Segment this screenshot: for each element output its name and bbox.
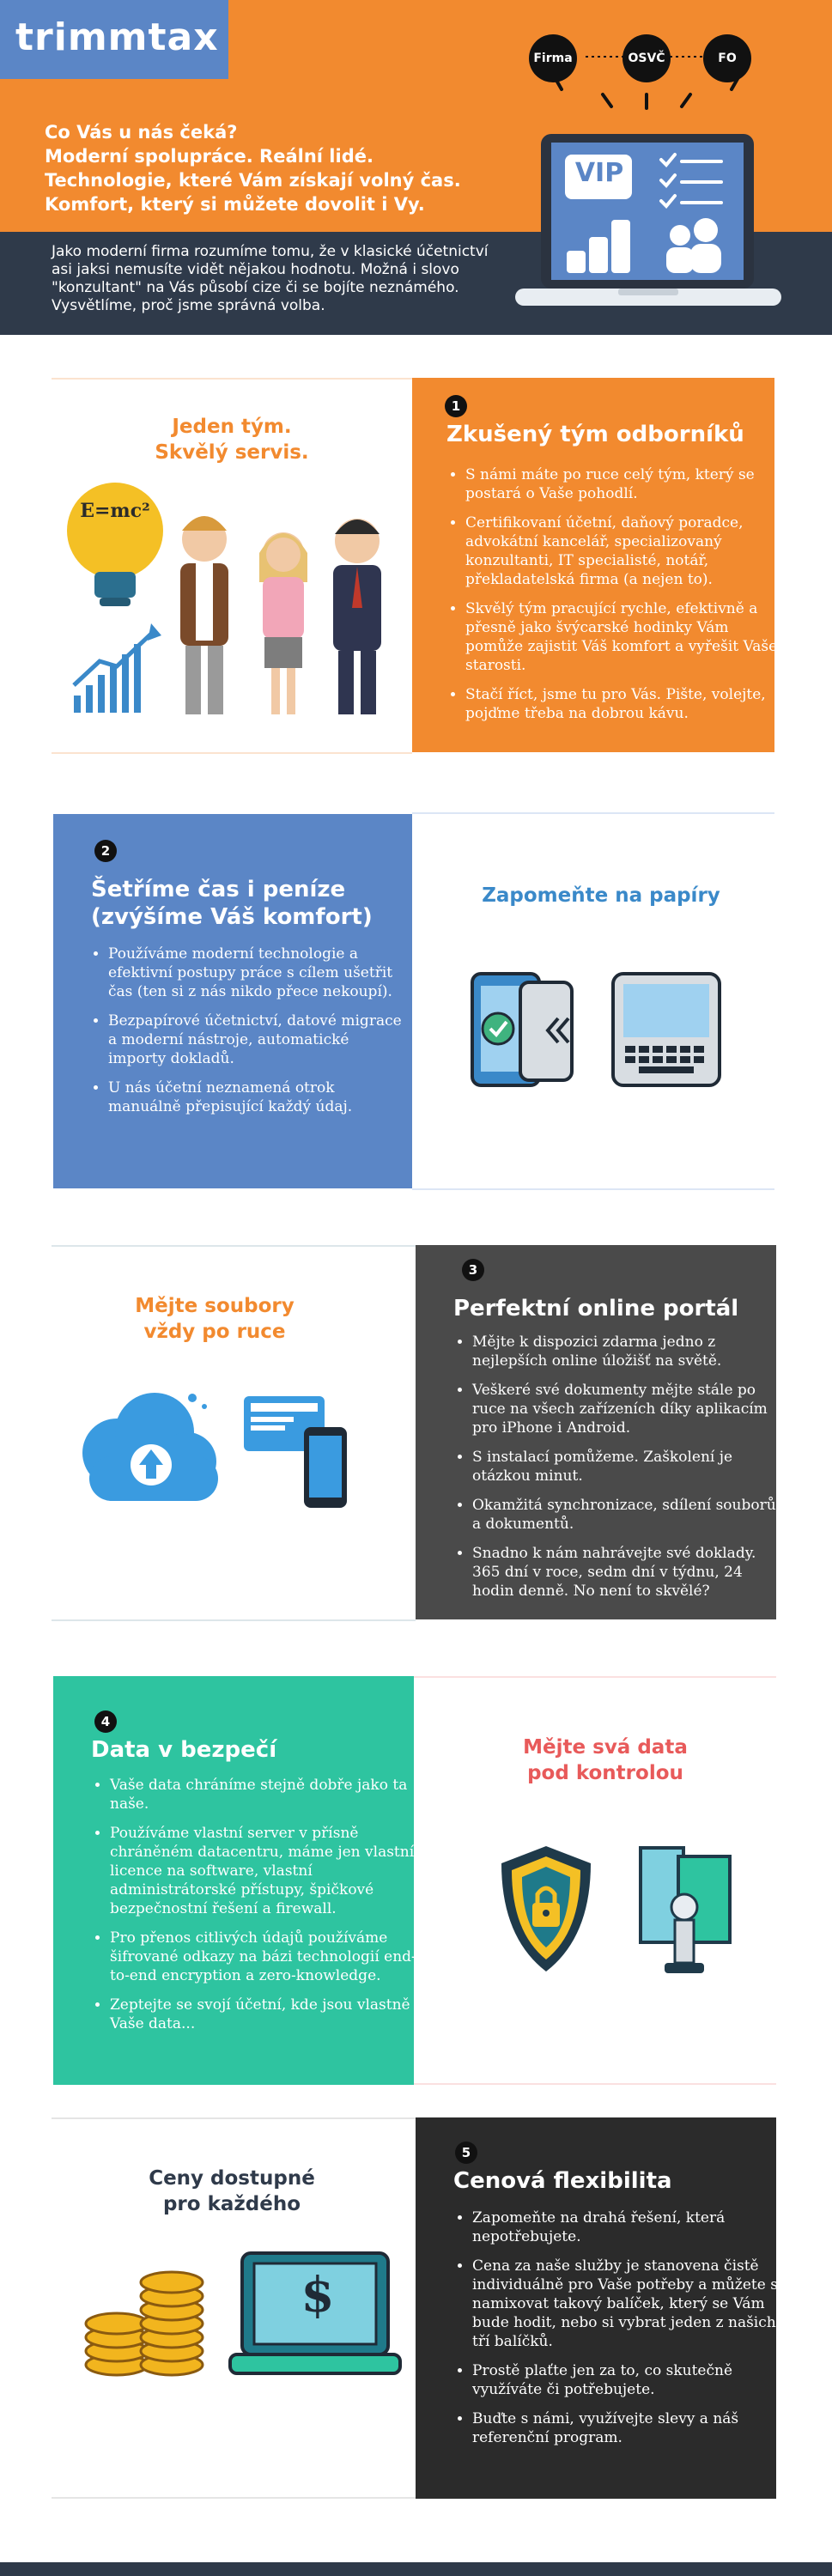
- subtitle-line: Mějte soubory: [135, 1295, 295, 1317]
- section-1-bullet: • S námi máte po ruce celý tým, který se postará o Vaše pohodlí.: [465, 465, 785, 503]
- section-1-bullet: • Certifikovaní účetní, daňový poradce, advokátní kancelář, specializovaný konzultanti, IT specialisté, notář, překladatelská firma (a nejen to).: [465, 513, 785, 589]
- subtitle-line: pro každého: [162, 2193, 301, 2215]
- label-osvc: OSVČ: [622, 34, 671, 82]
- section-3-bullet: • S instalací pomůžeme. Zaškolení je otázkou minut.: [472, 1448, 786, 1485]
- subtitle-line: Jeden tým.: [172, 416, 292, 438]
- section-3-bullet: • Mějte k dispozici zdarma jedno z nejlepších online úložišť na světě.: [472, 1333, 786, 1370]
- header-headline: [45, 120, 525, 216]
- dollar-sign-icon: $: [301, 2267, 335, 2324]
- section-2-bullet: • Bezpapírové účetnictví, datové migrace a moderní nástroje, automatické importy dokladů.: [108, 1012, 409, 1068]
- divider: [52, 2117, 416, 2119]
- footer-bar: [0, 2562, 832, 2576]
- intro-text: Jako moderní firma rozumíme tomu, že v klasické účetnictví asi jaksi nemusíte vidět nějakou hodnotu. Možná i slovo "konzultant" na Vás působí cize či se bojíte neznámého. Vysvětlíme, proč jsme správná volba.: [52, 243, 489, 314]
- devices-illustration: [469, 970, 735, 1091]
- section-4-number: 4: [94, 1710, 117, 1733]
- title-line: Šetříme čas i peníze: [91, 877, 346, 902]
- divider: [414, 2083, 776, 2085]
- section-1-bullet: • Skvělý tým pracující rychle, efektivně a přesně jako švýcarské hodinky Vám pomůže zajistit Váš komfort a vyřešit Vaše starosti.: [465, 599, 785, 675]
- section-3-subtitle: [86, 1293, 343, 1345]
- header-line-1: Co Vás u nás čeká?: [45, 122, 238, 143]
- section-3-title: Perfektní online portál: [453, 1296, 739, 1321]
- section-5-bullet: • Cena za naše služby je stanovena čistě individuálně pro Vaše potřeby a můžete si namixovat takový balíček, který se Vám bude hodit, nebo si vybrat jeden z našich tří balíčků.: [472, 2257, 786, 2351]
- header-line-4: Komfort, který si můžete dovolit i Vy.: [45, 194, 425, 215]
- section-4-bullet: • Zeptejte se svojí účetní, kde jsou vlastně Vaše data...: [110, 1996, 421, 2033]
- logo[interactable]: trimmtax: [15, 15, 219, 59]
- section-5-bullet: • Zapomeňte na drahá řešení, která nepotřebujete.: [472, 2208, 786, 2246]
- section-2-number: 2: [94, 840, 117, 862]
- header-line-3: Technologie, které Vám získají volný čas.: [45, 170, 461, 191]
- divider: [52, 2497, 416, 2499]
- label-fo: FO: [703, 34, 751, 82]
- divider: [52, 1245, 416, 1247]
- section-1-number: 1: [445, 395, 467, 417]
- cloud-devices-illustration: [72, 1382, 355, 1511]
- divider: [52, 378, 412, 380]
- section-1-bullet: • Stačí říct, jsme tu pro Vás. Pište, volejte, pojďme třeba na dobrou kávu.: [465, 685, 785, 723]
- section-4-subtitle: [464, 1735, 747, 1786]
- section-1-title: Zkušený tým odborníků: [446, 422, 744, 447]
- section-3-bullets: [453, 1333, 786, 1611]
- section-1-subtitle: [103, 414, 361, 465]
- section-5-subtitle: [103, 2166, 361, 2217]
- section-4-title: Data v bezpečí: [91, 1737, 277, 1763]
- section-1-bullets: [446, 465, 785, 733]
- section-2-title: [91, 876, 373, 931]
- section-4-bullets: [91, 1776, 421, 2044]
- section-2-subtitle: Zapomeňte na papíry: [482, 884, 720, 907]
- divider: [412, 1188, 774, 1190]
- section-3-number: 3: [462, 1259, 484, 1281]
- section-3-bullet: • Snadno k nám nahrávejte své doklady. 365 dní v roce, sedm dní v týdnu, 24 hodin denně. No není to skvělé?: [472, 1544, 786, 1601]
- section-4-bullet: • Vaše data chráníme stejně dobře jako ta naše.: [110, 1776, 421, 1814]
- subtitle-line: vždy po ruce: [143, 1321, 286, 1343]
- subtitle-line: Ceny dostupné: [149, 2167, 315, 2190]
- money-illustration: [79, 2250, 405, 2387]
- subtitle-line: Mějte svá data: [523, 1736, 688, 1759]
- section-2-bullets: [89, 945, 409, 1127]
- section-5-bullet: • Buďte s námi, využívejte slevy a náš referenční program.: [472, 2409, 786, 2447]
- subtitle-line: pod kontrolou: [527, 1762, 683, 1784]
- divider: [52, 1619, 416, 1621]
- subtitle-line: Skvělý servis.: [155, 441, 309, 464]
- section-4-bullet: • Používáme vlastní server v přísně chráněném datacentru, máme jen vlastní licence na software, vlastní administrátorské přístupy, špičkové bezpečnostní řešení a firewall.: [110, 1824, 421, 1918]
- section-5-bullets: [453, 2208, 786, 2458]
- formula-label: E=mc²: [80, 500, 150, 522]
- header-line-2: Moderní spolupráce. Reální lidé.: [45, 146, 373, 167]
- section-3-bullet: • Veškeré své dokumenty mějte stále po ruce na všech zařízeních díky aplikacím pro iPhone i Android.: [472, 1381, 786, 1437]
- vip-badge: VIP: [574, 158, 624, 188]
- divider: [52, 752, 412, 754]
- section-5-number: 5: [455, 2142, 477, 2164]
- section-2-bullet: • Používáme moderní technologie a efektivní postupy práce s cílem ušetřit čas (ten si z nás nikdo přece nekoupí).: [108, 945, 409, 1001]
- label-firma: Firma: [529, 34, 577, 82]
- security-illustration: [495, 1843, 752, 1989]
- section-5-title: Cenová flexibilita: [453, 2168, 672, 2194]
- divider: [412, 812, 774, 814]
- section-2-bullet: • U nás účetní neznamená otrok manuálně přepisující každý údaj.: [108, 1078, 409, 1116]
- divider: [414, 1676, 776, 1678]
- section-5-bullet: • Prostě plaťte jen za to, co skutečně využíváte či potřebujete.: [472, 2361, 786, 2399]
- section-3-bullet: • Okamžitá synchronizace, sdílení souborů a dokumentů.: [472, 1496, 786, 1534]
- section-4-bullet: • Pro přenos citlivých údajů používáme šifrované odkazy na bázi technologií end-to-end encryption a zero-knowledge.: [110, 1929, 421, 1985]
- title-line: (zvýšíme Váš komfort): [91, 904, 373, 930]
